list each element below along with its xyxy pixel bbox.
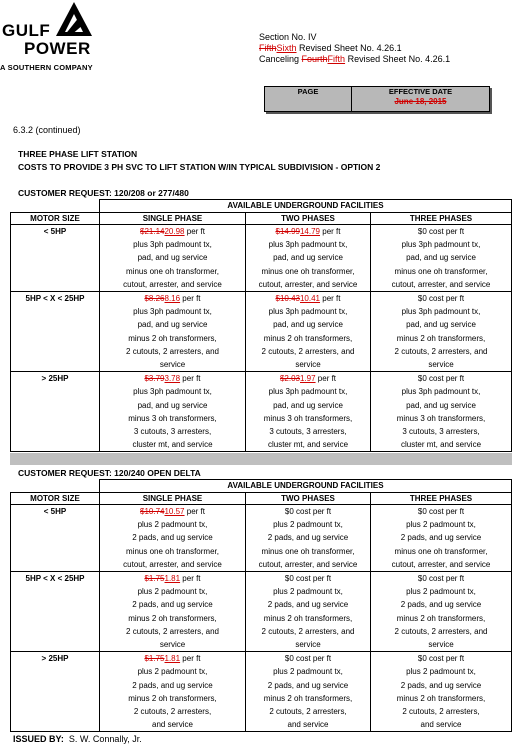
cost-detail-line: plus 2 padmount tx, [137, 520, 208, 530]
cost-detail-line: plus 3ph padmount tx, [133, 307, 212, 317]
cost-detail-line: service [295, 640, 321, 650]
cost-detail-line: plus 3ph padmount tx, [401, 387, 481, 397]
logo-text-gulf: GULF [2, 21, 51, 40]
cost-detail-line: 2 pads, and ug service [400, 533, 482, 543]
cost-detail-line: minus 3 oh transformers, [396, 413, 486, 423]
cost-line [100, 652, 245, 665]
price-unit: per ft [180, 374, 201, 384]
cancel-new: Fifth [327, 54, 346, 64]
cost-detail-line: service [159, 360, 186, 370]
cost-detail-line: and service [420, 720, 462, 730]
new-price: 10.41 [299, 294, 321, 304]
cost-detail-line: 2 cutouts, 2 arresters, and [126, 626, 219, 636]
cost-detail-line: service [428, 640, 454, 650]
price-unit: per ft [180, 294, 201, 304]
two-phases-header: TWO PHASES [246, 213, 371, 225]
old-price: $1.75 [144, 654, 165, 664]
cost-table-2 [10, 479, 512, 732]
motor-size-cell: > 25HP [11, 372, 100, 452]
page-effective-box [264, 86, 490, 112]
canceling-sheet-line [259, 54, 450, 65]
cost-detail-line: service [295, 360, 321, 370]
cost-line [246, 372, 370, 385]
cost-detail-line: service [159, 640, 186, 650]
cost-cell [246, 225, 371, 292]
cost-detail-line: cutout, arrester, and service [391, 279, 491, 289]
cost-detail-line: minus 3 oh transformers, [128, 413, 217, 423]
sheet-rest: Revised Sheet No. 4.26.1 [296, 43, 402, 53]
three-phases-header: THREE PHASES [371, 493, 512, 505]
cost-cell [100, 505, 246, 572]
cost-line [246, 505, 370, 518]
cost-detail-line: minus 2 oh transformers, [128, 613, 217, 623]
old-price: $21.14 [140, 227, 165, 236]
cost-cell [371, 505, 512, 572]
cost-detail-line: 2 cutouts, 2 arresters, and [394, 346, 488, 356]
motor-size-header: MOTOR SIZE [11, 493, 100, 505]
cost-detail-line: plus 2 padmount tx, [273, 520, 343, 530]
price-unit: per ft [320, 227, 341, 236]
cost-detail-line: 2 cutouts, 2 arresters, and [126, 346, 219, 356]
cost-detail-line: pad, and ug service [273, 400, 343, 410]
cost-detail-line: and service [152, 720, 193, 730]
cost-cell [100, 372, 246, 452]
issued-label: ISSUED BY: [13, 734, 64, 744]
cost-cell [371, 225, 512, 292]
single-phase-header: SINGLE PHASE [100, 213, 246, 225]
cost-detail-line: plus 3ph padmount tx, [268, 240, 348, 250]
price-unit: per ft [320, 294, 341, 304]
old-price: $2.03 [279, 374, 300, 384]
cost-cell [100, 225, 246, 292]
old-price: $8.26 [144, 294, 165, 304]
cost-detail-line: 2 cutouts, 2 arresters, and [394, 626, 488, 636]
single-phase-header: SINGLE PHASE [100, 493, 246, 505]
cost-detail-line: pad, and ug service [406, 320, 476, 330]
available-header: AVAILABLE UNDERGROUND FACILITIES [100, 200, 512, 213]
cost-detail-line: and service [287, 720, 329, 730]
cost-detail-line: plus 3ph padmount tx, [133, 240, 212, 250]
table-corner [11, 480, 100, 493]
customer-request-2: CUSTOMER REQUEST: 120/240 OPEN DELTA [18, 468, 201, 478]
cost-text: $0 cost per ft [417, 294, 465, 304]
motor-size-cell: 5HP < X < 25HP [11, 572, 100, 652]
price-unit: per ft [180, 574, 201, 584]
cost-line [371, 572, 511, 585]
cost-detail-line: 3 cutouts, 3 arresters, [269, 427, 347, 437]
cost-detail-line: cutout, arrester, and service [391, 559, 491, 569]
motor-size-cell: < 5HP [11, 225, 100, 292]
cost-detail-line: minus 2 oh transformers, [396, 333, 486, 343]
cost-text: $0 cost per ft [284, 654, 332, 664]
cost-detail-line: minus 3 oh transformers, [263, 413, 353, 423]
cost-cell [246, 572, 371, 652]
cost-line [246, 292, 370, 305]
cost-text: $0 cost per ft [284, 574, 332, 584]
old-price: $3.79 [144, 374, 165, 384]
cost-detail-line: 2 cutouts, 2 arresters, [402, 707, 480, 717]
cost-cell [371, 372, 512, 452]
cost-detail-line: cutout, arrester, and service [123, 559, 222, 569]
cost-detail-line: minus 2 oh transformers, [396, 693, 486, 703]
cost-detail-line: minus 2 oh transformers, [263, 693, 353, 703]
logo-text-southern: A SOUTHERN COMPANY [0, 63, 93, 72]
table-corner [11, 200, 100, 213]
cost-detail-line: 3 cutouts, 3 arresters, [402, 427, 480, 437]
cost-detail-line: 3 cutouts, 3 arresters, [133, 427, 212, 437]
cost-detail-line: plus 3ph padmount tx, [401, 240, 481, 250]
cost-text: $0 cost per ft [417, 374, 465, 384]
cost-table-1 [10, 199, 512, 452]
cost-cell [371, 652, 512, 732]
effective-date-old: June 18, 2015 [394, 97, 447, 106]
cost-cell [246, 292, 371, 372]
price-unit: per ft [184, 507, 205, 516]
cost-detail-line: minus one oh transformer, [394, 266, 488, 276]
cost-detail-line: plus 2 padmount tx, [406, 520, 476, 530]
page-label: PAGE [265, 87, 352, 111]
cost-detail-line: plus 2 padmount tx, [273, 587, 343, 597]
cost-detail-line: 2 cutouts, 2 arresters, [133, 707, 212, 717]
doc-title: THREE PHASE LIFT STATION [18, 149, 138, 159]
logo-mark-icon [56, 2, 92, 36]
cost-line [246, 652, 370, 665]
cost-cell [371, 292, 512, 372]
cost-detail-line: cutout, arrester, and service [258, 279, 358, 289]
table-row [11, 225, 512, 292]
cost-detail-line: plus 2 padmount tx, [273, 667, 343, 677]
table-row [11, 372, 512, 452]
cost-detail-line: plus 3ph padmount tx, [268, 307, 348, 317]
new-price: 3.78 [164, 374, 181, 384]
cost-detail-line: pad, and ug service [137, 400, 208, 410]
cost-cell [246, 505, 371, 572]
cost-detail-line: minus one oh transformer, [261, 266, 355, 276]
issued-name: S. W. Connally, Jr. [68, 734, 142, 744]
cost-text: $0 cost per ft [417, 507, 465, 516]
cost-line [100, 505, 245, 518]
cost-line [100, 225, 245, 238]
cost-detail-line: minus one oh transformer, [126, 546, 219, 556]
section-continued: 6.3.2 (continued) [13, 125, 81, 135]
cost-detail-line: pad, and ug service [273, 320, 343, 330]
new-price: 8.16 [164, 294, 181, 304]
cost-text: $0 cost per ft [417, 227, 465, 236]
cost-detail-line: minus 2 oh transformers, [128, 333, 217, 343]
cost-detail-line: plus 2 padmount tx, [406, 587, 476, 597]
table-row [11, 292, 512, 372]
table-row [11, 572, 512, 652]
cost-detail-line: cluster mt, and service [400, 440, 482, 450]
available-header: AVAILABLE UNDERGROUND FACILITIES [100, 480, 512, 493]
sheet-new: Sixth [276, 43, 297, 53]
cost-detail-line: minus 2 oh transformers, [396, 613, 486, 623]
cost-detail-line: pad, and ug service [137, 320, 208, 330]
motor-size-header: MOTOR SIZE [11, 213, 100, 225]
old-price: $10.74 [140, 507, 165, 516]
revised-sheet-line [259, 43, 402, 54]
cost-detail-line: 2 cutouts, 2 arresters, and [261, 346, 355, 356]
price-unit: per ft [184, 227, 205, 236]
issued-by [13, 734, 142, 744]
cost-detail-line: cutout, arrester, and service [258, 559, 358, 569]
cost-line [371, 505, 511, 518]
cost-detail-line: pad, and ug service [273, 253, 343, 263]
old-price: $1.75 [144, 574, 165, 584]
cost-cell [100, 292, 246, 372]
price-unit: per ft [315, 374, 337, 384]
cost-cell [100, 652, 246, 732]
cost-detail-line: 2 pads, and ug service [132, 600, 213, 610]
motor-size-cell: 5HP < X < 25HP [11, 292, 100, 372]
old-price: $14.99 [275, 227, 300, 236]
cost-detail-line: plus 3ph padmount tx, [401, 307, 481, 317]
cost-cell [246, 372, 371, 452]
new-price: 1.81 [164, 574, 181, 584]
cost-detail-line: pad, and ug service [406, 253, 476, 263]
cost-detail-line: 2 pads, and ug service [132, 533, 213, 543]
cost-detail-line: minus one oh transformer, [126, 266, 219, 276]
cost-detail-line: 2 pads, and ug service [132, 680, 213, 690]
section-number: Section No. IV [259, 32, 317, 42]
table2-body [11, 505, 512, 732]
cost-detail-line: cluster mt, and service [132, 440, 213, 450]
cost-detail-line: minus 2 oh transformers, [263, 613, 353, 623]
cost-line [371, 292, 511, 305]
cost-detail-line: pad, and ug service [406, 400, 476, 410]
cost-line [100, 292, 245, 305]
cost-line [246, 572, 370, 585]
sheet-old: Fifth [259, 43, 277, 53]
cost-detail-line: minus 2 oh transformers, [128, 693, 217, 703]
cost-detail-line: minus 2 oh transformers, [263, 333, 353, 343]
cost-text: $0 cost per ft [284, 507, 332, 516]
cost-line [246, 225, 370, 238]
cost-detail-line: cutout, arrester, and service [123, 279, 222, 289]
cost-cell [246, 652, 371, 732]
cost-detail-line: plus 2 padmount tx, [137, 667, 208, 677]
cancel-rest: Revised Sheet No. 4.26.1 [345, 54, 451, 64]
cost-detail-line: 2 pads, and ug service [267, 680, 349, 690]
table-row [11, 652, 512, 732]
new-price: 1.97 [300, 374, 316, 384]
cost-detail-line: cluster mt, and service [267, 440, 349, 450]
company-logo [0, 2, 120, 72]
cancel-old: Fourth [301, 54, 328, 64]
motor-size-cell: > 25HP [11, 652, 100, 732]
cost-line [371, 225, 511, 238]
cost-detail-line: plus 2 padmount tx, [137, 587, 208, 597]
cost-detail-line: plus 2 padmount tx, [406, 667, 476, 677]
effective-label: EFFECTIVE DATE [388, 87, 453, 96]
cost-detail-line: plus 3ph padmount tx, [268, 387, 348, 397]
cost-line [371, 372, 511, 385]
cost-line [100, 372, 245, 385]
cost-detail-line: service [428, 360, 454, 370]
cost-cell [100, 572, 246, 652]
cost-text: $0 cost per ft [417, 574, 465, 584]
cost-detail-line: 2 cutouts, 2 arresters, [269, 707, 347, 717]
logo-text-power: POWER [24, 39, 91, 58]
cost-text: $0 cost per ft [417, 654, 465, 664]
cost-cell [371, 572, 512, 652]
cost-line [371, 652, 511, 665]
cost-detail-line: plus 3ph padmount tx, [133, 387, 212, 397]
new-price: 20.98 [164, 227, 185, 236]
cost-detail-line: minus one oh transformer, [261, 546, 355, 556]
cost-detail-line: 2 pads, and ug service [400, 600, 482, 610]
new-price: 10.57 [164, 507, 185, 516]
cost-detail-line: 2 pads, and ug service [267, 533, 349, 543]
cost-detail-line: 2 pads, and ug service [400, 680, 482, 690]
cost-detail-line: 2 pads, and ug service [267, 600, 349, 610]
section-divider [10, 453, 512, 465]
two-phases-header: TWO PHASES [246, 493, 371, 505]
new-price: 14.79 [299, 227, 321, 236]
price-unit: per ft [180, 654, 201, 664]
cancel-prefix: Canceling [259, 54, 302, 64]
doc-subtitle: COSTS TO PROVIDE 3 PH SVC TO LIFT STATION W/IN TYPICAL SUBDIVISION - OPTION 2 [18, 162, 381, 172]
cost-detail-line: pad, and ug service [137, 253, 208, 263]
cost-detail-line: minus one oh transformer, [394, 546, 488, 556]
cost-line [100, 572, 245, 585]
new-price: 1.81 [164, 654, 181, 664]
effective-date-cell [352, 87, 489, 111]
table1-body [11, 225, 512, 452]
customer-request-1: CUSTOMER REQUEST: 120/208 or 277/480 [18, 188, 189, 198]
old-price: $10.43 [275, 294, 300, 304]
three-phases-header: THREE PHASES [371, 213, 512, 225]
table-row [11, 505, 512, 572]
motor-size-cell: < 5HP [11, 505, 100, 572]
cost-detail-line: 2 cutouts, 2 arresters, and [261, 626, 355, 636]
